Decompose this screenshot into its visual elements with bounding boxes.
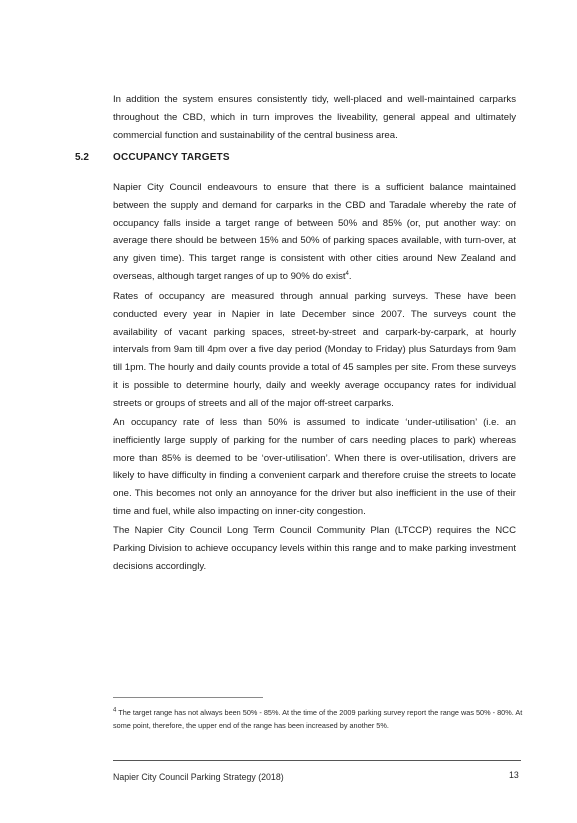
paragraph-terminal: . (348, 270, 352, 282)
footer-divider (113, 760, 521, 761)
ltccp-paragraph: The Napier City Council Long Term Council Community Plan (LTCCP) requires the NCC Parking Division to achieve occupancy levels within this range and to make parking investment decisions accordingly. (113, 525, 516, 572)
occupancy-target-paragraph (113, 179, 516, 286)
footnote (113, 707, 523, 732)
survey-paragraph: Rates of occupancy are measured through annual parking surveys. These have been conducted every year in Napier in late December since 2007. The surveys count the availability of vacant parking spaces, street-by-street and carpark-by-carpark, at hourly intervals from 9am till 4pm over a five day period (Monday to Friday) plus Saturdays from 9am till 1pm. The hourly and daily counts provide a total of 45 samples per site. From these surveys it is possible to determine hourly, daily and weekly average occupancy rates for individual streets or groups of streets and all of the major off-street carparks. (113, 291, 516, 409)
footnote-divider (113, 697, 263, 698)
page-number: 13 (509, 770, 519, 780)
section-title: OCCUPANCY TARGETS (113, 152, 230, 163)
footer-document-title: Napier City Council Parking Strategy (2018) (113, 772, 284, 782)
footnote-text: The target range has not always been 50% - 85%. At the time of the 2009 parking survey report the range was 50% - 80%. At some point, therefore, the upper end of the range has been increased by another 5%. (113, 708, 523, 730)
footnote-reference[interactable]: 4 (345, 270, 349, 277)
intro-paragraph: In addition the system ensures consistently tidy, well-placed and well-maintained carparks throughout the CBD, which in turn improves the liveability, general appeal and ultimately commercial function and sustainability of the central business area. (113, 94, 516, 141)
footnote-marker: 4 (113, 707, 117, 714)
section-number: 5.2 (75, 152, 89, 163)
utilisation-paragraph: An occupancy rate of less than 50% is assumed to indicate ‘under-utilisation’ (i.e. an inefficiently large supply of parking for the number of cars needing places to park) whereas more than 85% is deemed to be ‘over-utilisation’. When there is over-utilisation, drivers are likely to have difficulty in finding a convenient carpark and therefore cruise the streets to locate one. This becomes not only an annoyance for the driver but also inefficient in the use of their time and fuel, while also impacting on inner-city congestion. (113, 417, 516, 517)
paragraph-text: Napier City Council endeavours to ensure that there is a sufficient balance maintained between the supply and demand for carparks in the CBD and Taradale whereby the rate of occupancy falls inside a target range of between 50% and 85% (or, put another way: on average there should be between 15% and 50% of parking spaces available, with turn-over, at any given time). This target range is consistent with other cities around New Zealand and overseas, although target ranges of up to 90% do exist (113, 182, 516, 282)
